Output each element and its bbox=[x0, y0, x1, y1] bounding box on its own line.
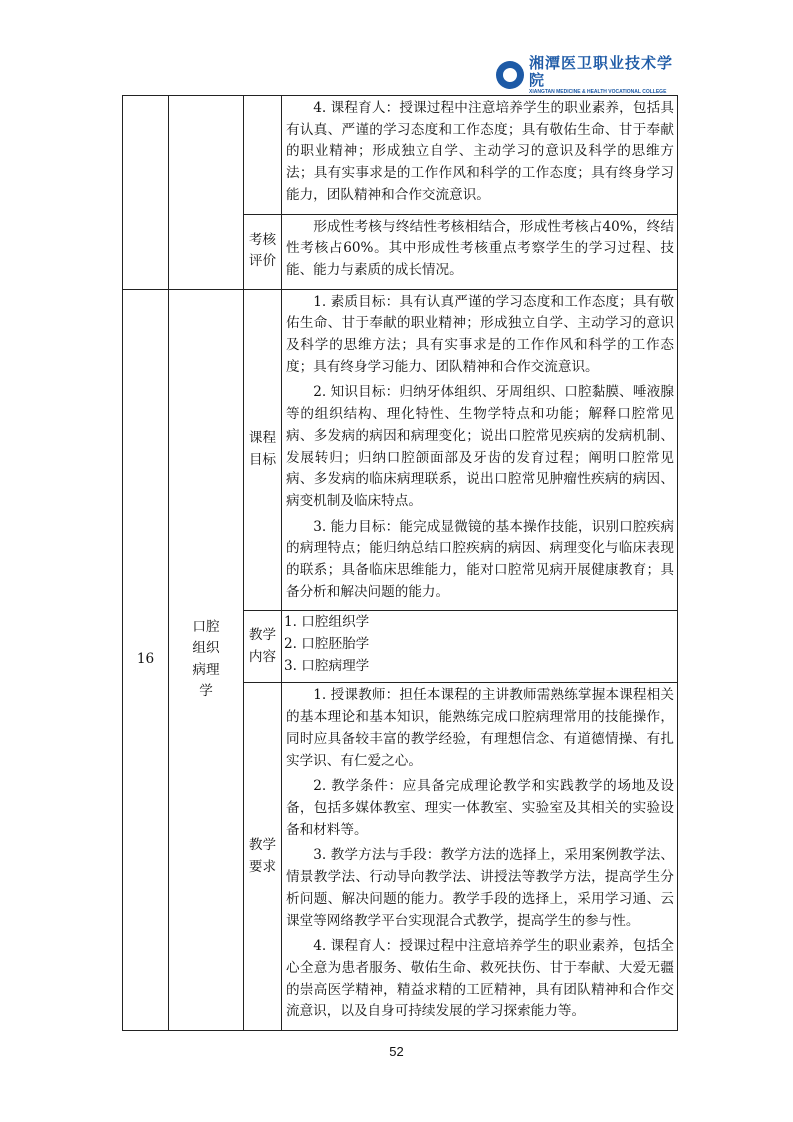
content-label: 教学内容 bbox=[244, 611, 282, 683]
college-logo bbox=[496, 54, 686, 95]
goal-item: 2. 知识目标：归纳牙体组织、牙周组织、口腔黏膜、唾液腺等的组织结构、理化特性、生物学特点和功能；解释口腔常见病、多发病的病因和病理变化；说出口腔常见疾病的发病机制、发展转归；归纳口腔颌面部及牙齿的发育过程；阐明口腔常见病、多发病的临床病理联系，说出口腔常见肿瘤性疾病的病因、病变机制及临床特点。 bbox=[286, 384, 674, 509]
assessment-text: 形成性考核与终结性考核相结合，形成性考核占40%，终结性考核占60%。其中形成性考核重点考察学生的学习过程、技能、能力与素质的成长情况。 bbox=[286, 218, 674, 278]
prev-item-4: 4. 课程育人：授课过程中注意培养学生的职业素养，包括具有认真、严谨的学习态度和工作态度；具有敬佑生命、甘于奉献的职业精神；形成独立自学、主动学习的意识及科学的思维方法；具有实事求是的工作作风和科学的工作态度；具有终身学习能力，团队精神和合作交流意识。 bbox=[286, 100, 674, 203]
logo-chinese-name: 湘潭医卫职业技术学院 bbox=[529, 54, 674, 89]
goals-label: 课程目标 bbox=[244, 289, 282, 611]
prev-label-cell bbox=[244, 96, 282, 215]
content-cell bbox=[282, 611, 678, 683]
goal-item: 1. 素质目标：具有认真严谨的学习态度和工作态度；具有敬佑生命、甘于奉献的职业精神；形成独立自学、主动学习的意识及科学的思维方法；具有实事求是的工作作风和科学的工作态度；具有终身学习能力、团队精神和合作交流意识。 bbox=[286, 293, 674, 375]
content-item: 2. 口腔胚胎学 bbox=[284, 636, 370, 653]
assessment-text-cell bbox=[282, 214, 678, 289]
requirement-item: 1. 授课教师：担任本课程的主讲教师需熟练掌握本课程相关的基本理论和基本知识，能熟练完成口腔病理常用的技能操作，同时应具备较丰富的教学经验，有理想信念、有道德情操、有扎实学识、有仁爱之心。 bbox=[286, 687, 674, 769]
requirement-item: 2. 教学条件：应具备完成理论教学和实践教学的场地及设备，包括多媒体教室、理实一体教室、实验室及其相关的实验设备和材料等。 bbox=[286, 778, 674, 838]
goal-item: 3. 能力目标：能完成显微镜的基本操作技能，识别口腔疾病的病理特点；能归纳总结口腔疾病的病因、病理变化与临床表现的联系；具备临床思维能力，能对口腔常见病开展健康教育；具备分析和解决问题的能力。 bbox=[286, 518, 674, 600]
requirement-item: 3. 教学方法与手段：教学方法的选择上，采用案例教学法、情景教学法、行动导向教学法、讲授法等教学方法，提高学生分析问题、解决问题的能力。教学手段的选择上，采用学习通、云课堂等网络教学平台实现混合式教学，提高学生的参与性。 bbox=[286, 847, 674, 929]
content-item: 1. 口腔组织学 bbox=[284, 614, 370, 631]
requirement-item: 4. 课程育人：授课过程中注意培养学生的职业素养，包括全心全意为患者服务、敬佑生命、救死扶伤、甘于奉献、大爱无疆的崇高医学精神，精益求精的工匠精神，具有团队精神和合作交流意识，以及自身可持续发展的学习探索能力等。 bbox=[286, 938, 674, 1020]
course-name: 口腔组织病理学 bbox=[169, 289, 244, 1030]
college-seal-icon bbox=[496, 61, 524, 89]
course-table bbox=[122, 95, 678, 1031]
table-row bbox=[123, 96, 678, 215]
content-item: 3. 口腔病理学 bbox=[284, 657, 370, 674]
requirements-cell bbox=[282, 683, 678, 1031]
table-row bbox=[123, 289, 678, 611]
assessment-label: 考核评价 bbox=[244, 214, 282, 289]
prev-requirements-cell bbox=[282, 96, 678, 215]
logo-english-name: XIANGTAN MEDICINE & HEALTH VOCATIONAL COLLEGE bbox=[529, 89, 667, 95]
prev-name-cell bbox=[169, 96, 244, 290]
prev-number-cell bbox=[123, 96, 169, 290]
page-number: 52 bbox=[389, 1044, 404, 1059]
goals-cell bbox=[282, 289, 678, 611]
requirements-label: 教学要求 bbox=[244, 683, 282, 1031]
course-number: 16 bbox=[123, 289, 169, 1030]
